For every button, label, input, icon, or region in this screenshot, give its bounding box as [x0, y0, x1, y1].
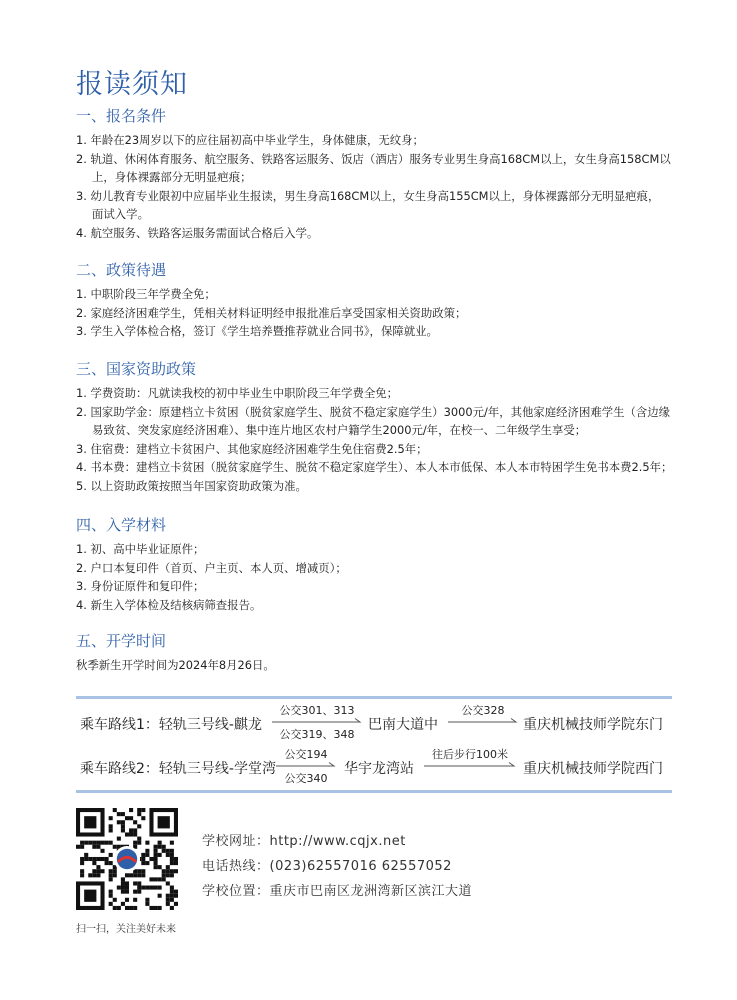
- route-divider-top: [76, 696, 672, 699]
- list-item: 易致贫、突发家庭经济困难）、集中连片地区农村户籍学生2000元/年，在校一、二年级学生享受；: [92, 423, 587, 437]
- qr-caption: 扫一扫，关注美好未来: [76, 924, 176, 935]
- section-title: 三、国家资助政策: [76, 360, 197, 378]
- arrow-top-label: 公交328: [461, 704, 505, 717]
- route-mid: 巴南大道中: [368, 717, 438, 733]
- list-item: 4. 新生入学体检及结核病筛查报告。: [76, 597, 262, 612]
- list-item: 1. 中职阶段三年学费全免；: [76, 287, 216, 301]
- list-item: 3. 幼儿教育专业限初中应届毕业生报读，男生身高168CM以上，女生身高155CM以上，身体裸露部分无明显疤痕，: [76, 188, 660, 203]
- route-arrow-leg2: [424, 746, 516, 786]
- list-item: 2. 轨道、休闲体育服务、航空服务、铁路客运服务、饭店（酒店）服务专业男生身高168CM以上，女生身高158CM以: [76, 151, 671, 166]
- list-item: 1. 初、高中毕业证原件；: [76, 542, 205, 556]
- list-item: 2. 户口本复印件（首页、户主页、本人页、增减页）；: [76, 560, 347, 575]
- list-item: 1. 年龄在23周岁以下的应往届初高中毕业学生，身体健康，无纹身；: [76, 133, 424, 147]
- route-start: 乘车路线1：轻轨三号线-麒龙: [80, 717, 262, 733]
- section-title: 一、报名条件: [76, 107, 167, 125]
- arrow-bottom-label: 公交340: [284, 772, 328, 785]
- list-item: 3. 学生入学体检合格，签订《学生培养暨推荐就业合同书》，保障就业。: [76, 324, 438, 338]
- route-divider-bottom: [76, 790, 672, 793]
- route-start: 乘车路线2：轻轨三号线-学堂湾: [80, 761, 276, 777]
- list-item: 4. 书本费：建档立卡贫困（脱贫家庭学生、脱贫不稳定家庭学生）、本人本市低保、本人本市特困学生免书本费2.5年；: [76, 460, 673, 474]
- list-item: 秋季新生开学时间为2024年8月26日。: [76, 658, 275, 672]
- list-item: 3. 身份证原件和复印件；: [76, 579, 205, 593]
- section-title: 五、开学时间: [76, 632, 167, 650]
- arrow-top-label: 公交194: [284, 748, 328, 761]
- arrow-right-icon: [272, 718, 362, 726]
- qr-code-image: [76, 808, 178, 910]
- route-arrow-leg1: [276, 746, 336, 786]
- arrow-bottom-label: 公交319、348: [279, 728, 355, 741]
- route-mid: 华宇龙湾站: [344, 761, 414, 777]
- arrow-right-icon: [424, 762, 516, 770]
- list-item: 1. 学费资助：凡就读我校的初中毕业生中职阶段三年学费全免；: [76, 386, 399, 400]
- address-text: 学校位置：重庆市巴南区龙洲湾新区滨江大道: [202, 884, 473, 899]
- route-arrow-leg1: [272, 702, 362, 742]
- list-item: 2. 国家助学金：原建档立卡贫困（脱贫家庭学生、脱贫不稳定家庭学生）3000元/年，其他家庭经济困难学生（含边缘: [76, 404, 671, 419]
- list-item: 5. 以上资助政策按照当年国家资助政策为准。: [76, 478, 307, 493]
- list-item: 3. 住宿费：建档立卡贫困户、其他家庭经济困难学生免住宿费2.5年；: [76, 441, 428, 456]
- route-end: 重庆机械技师学院东门: [523, 717, 663, 733]
- page-title: 报读须知: [76, 69, 188, 100]
- website-text: 学校网址：http://www.cqjx.net: [202, 834, 406, 849]
- route-arrow-leg2: [448, 702, 518, 742]
- section-title: 二、政策待遇: [76, 261, 167, 279]
- section-title: 四、入学材料: [76, 516, 167, 534]
- phone-text: 电话热线：(023)62557016 62557052: [202, 859, 452, 874]
- list-item: 4. 航空服务、铁路客运服务需面试合格后入学。: [76, 225, 319, 240]
- arrow-top-label: 公交301、313: [279, 704, 355, 717]
- list-item: 上，身体裸露部分无明显疤痕；: [92, 170, 252, 184]
- arrow-right-icon: [448, 718, 518, 726]
- list-item: 2. 家庭经济困难学生，凭相关材料证明经申报批准后享受国家相关资助政策；: [76, 305, 467, 320]
- list-item: 面试入学。: [92, 207, 149, 221]
- route-end: 重庆机械技师学院西门: [523, 761, 663, 777]
- arrow-top-label: 往后步行100米: [432, 748, 508, 761]
- arrow-right-icon: [276, 762, 336, 770]
